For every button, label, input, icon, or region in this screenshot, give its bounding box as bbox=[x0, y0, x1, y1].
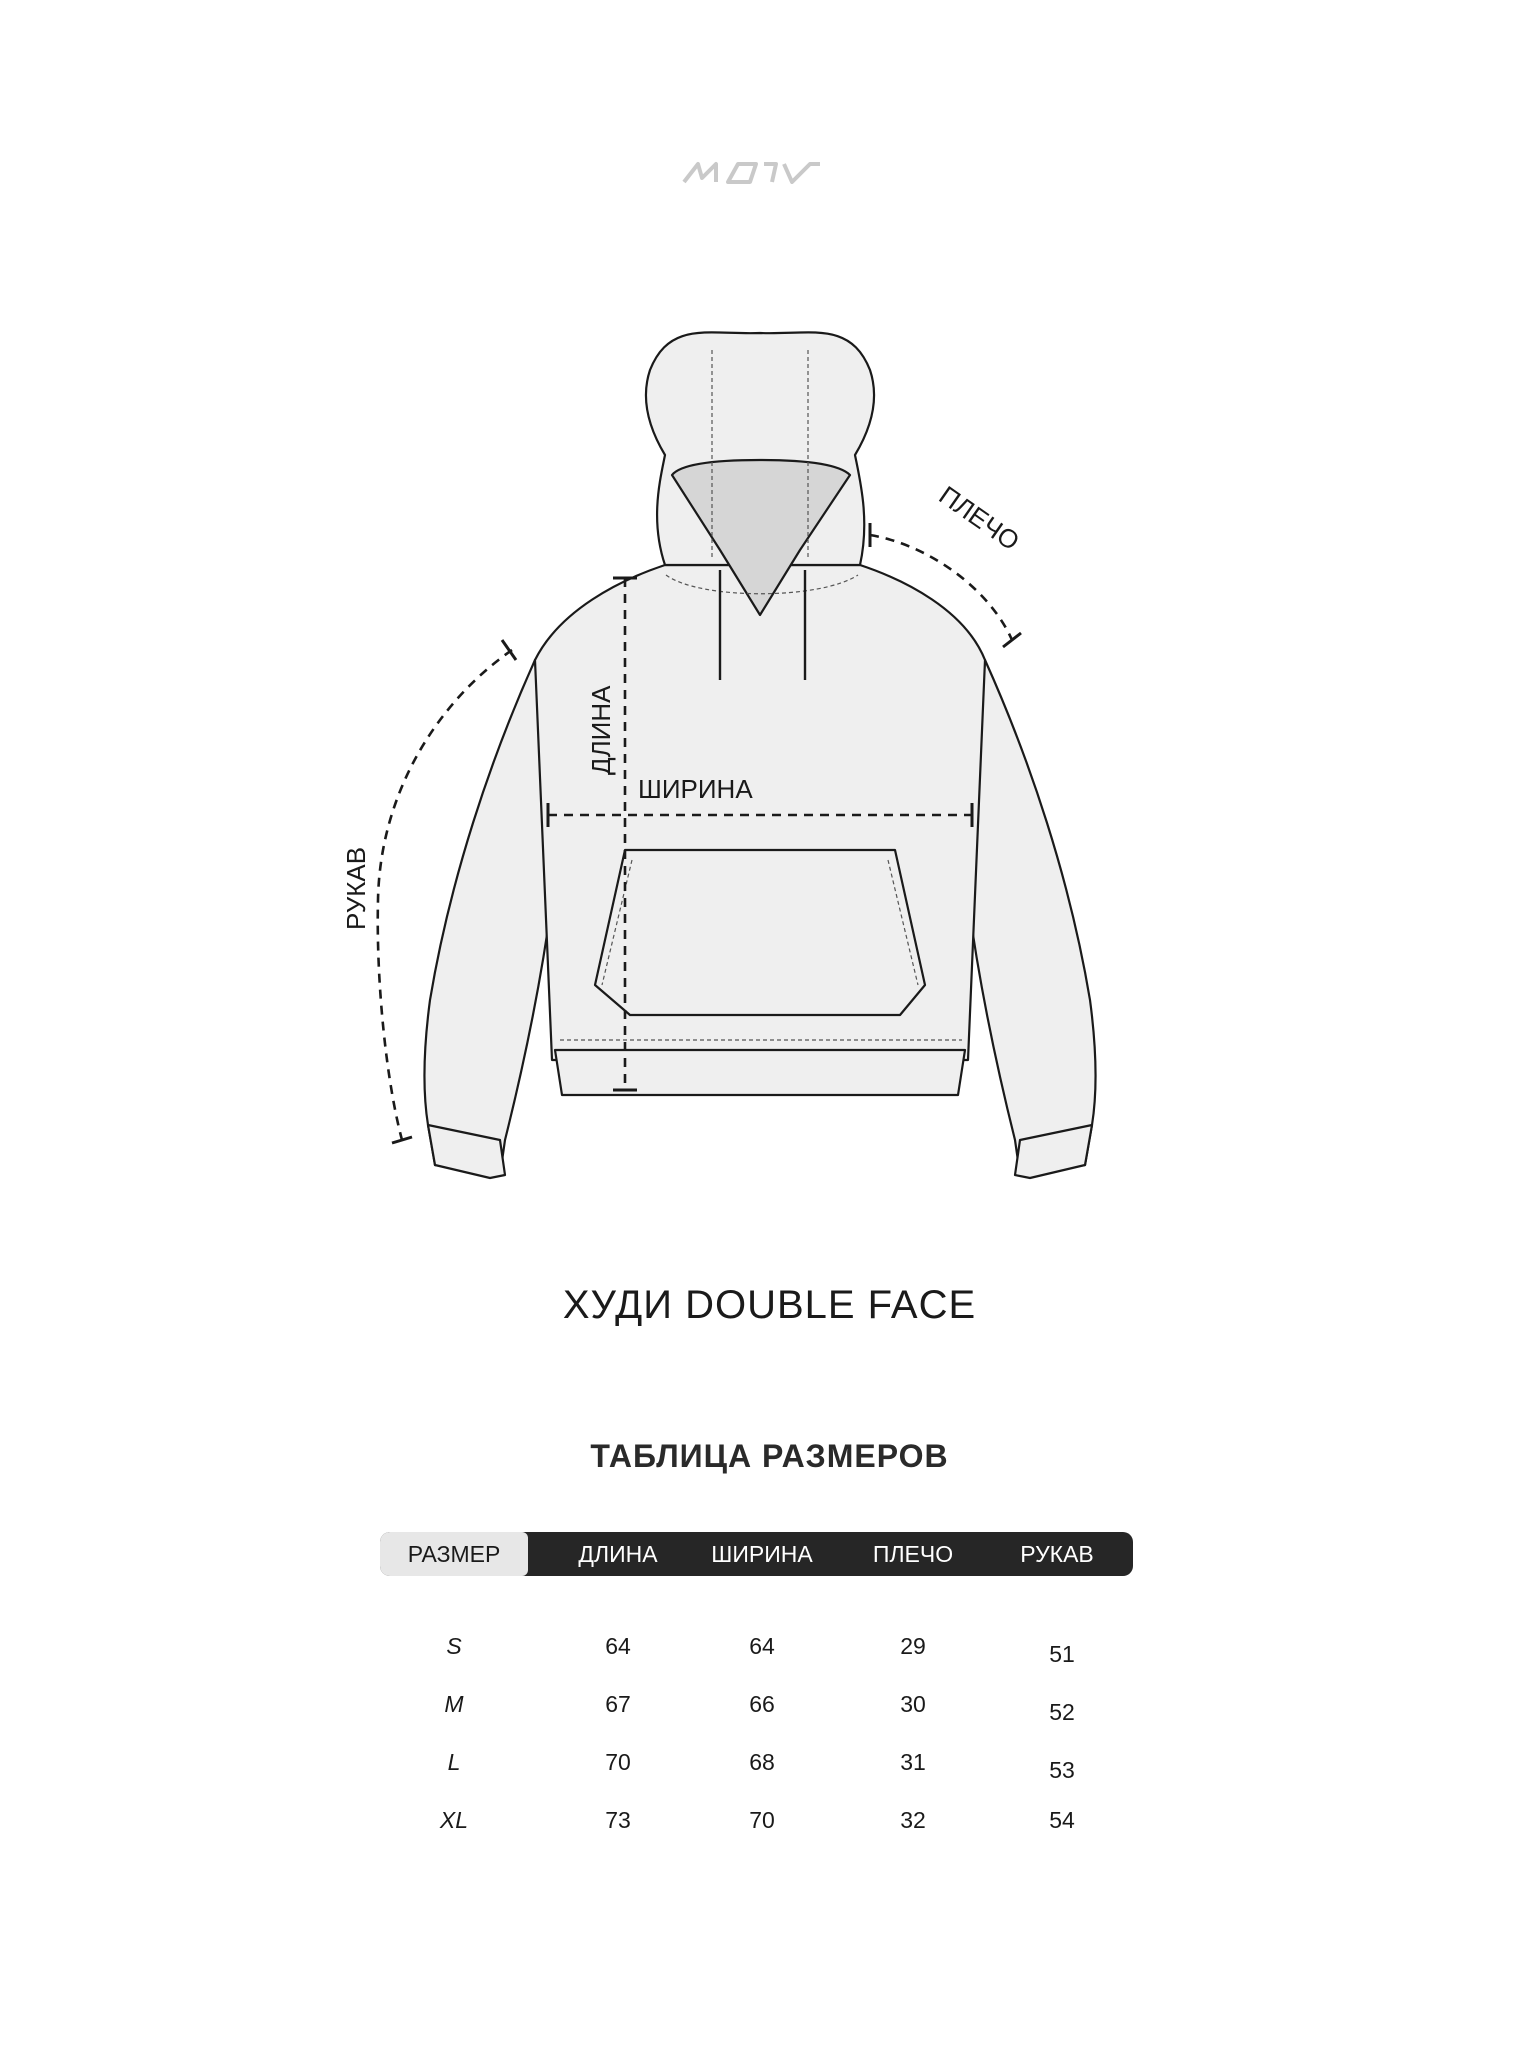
shoulder-cell: 30 bbox=[900, 1691, 926, 1717]
header-size: РАЗМЕР bbox=[380, 1532, 528, 1576]
width-label: ШИРИНА bbox=[638, 774, 753, 804]
sleeve-label: РУКАВ bbox=[341, 846, 371, 930]
table-row bbox=[380, 1684, 1133, 1742]
shoulder-label: ПЛЕЧО bbox=[933, 479, 1026, 557]
header-sleeve: РУКАВ bbox=[1020, 1540, 1094, 1567]
width-cell: 70 bbox=[749, 1807, 775, 1833]
product-title: ХУДИ DOUBLE FACE bbox=[562, 1283, 977, 1327]
size-cell: M bbox=[444, 1691, 464, 1717]
table-row bbox=[380, 1800, 1133, 1858]
width-cell: 68 bbox=[749, 1749, 775, 1775]
sleeve-cell: 51 bbox=[1049, 1641, 1075, 1667]
sleeve-cell: 53 bbox=[1049, 1757, 1075, 1783]
width-cell: 66 bbox=[749, 1691, 775, 1717]
length-cell: 73 bbox=[605, 1807, 631, 1833]
size-cell: S bbox=[446, 1633, 462, 1659]
size-cell: XL bbox=[439, 1807, 469, 1833]
size-table-title: ТАБЛИЦА РАЗМЕРОВ bbox=[590, 1438, 949, 1474]
sleeve-cell: 52 bbox=[1049, 1699, 1075, 1725]
size-cell: L bbox=[447, 1749, 461, 1775]
kangaroo-pocket bbox=[595, 850, 925, 1015]
table-row bbox=[380, 1626, 1133, 1684]
shoulder-cell: 31 bbox=[900, 1749, 926, 1775]
size-table-header bbox=[380, 1532, 1133, 1576]
hoodie-waistband bbox=[555, 1050, 965, 1095]
header-shoulder: ПЛЕЧО bbox=[872, 1540, 954, 1567]
length-cell: 67 bbox=[605, 1691, 631, 1717]
header-length: ДЛИНА bbox=[578, 1540, 658, 1567]
length-label: ДЛИНА bbox=[586, 685, 616, 775]
width-cell: 64 bbox=[749, 1633, 775, 1659]
length-cell: 64 bbox=[605, 1633, 631, 1659]
size-table-body bbox=[380, 1626, 1133, 1858]
header-width: ШИРИНА bbox=[711, 1540, 813, 1567]
length-cell: 70 bbox=[605, 1749, 631, 1775]
right-sleeve bbox=[968, 660, 1096, 1175]
sleeve-cell: 54 bbox=[1049, 1807, 1075, 1833]
shoulder-cell: 32 bbox=[900, 1807, 926, 1833]
shoulder-cell: 29 bbox=[900, 1633, 926, 1659]
size-table bbox=[380, 1532, 1133, 1833]
left-sleeve bbox=[425, 660, 553, 1175]
table-row bbox=[380, 1742, 1133, 1800]
